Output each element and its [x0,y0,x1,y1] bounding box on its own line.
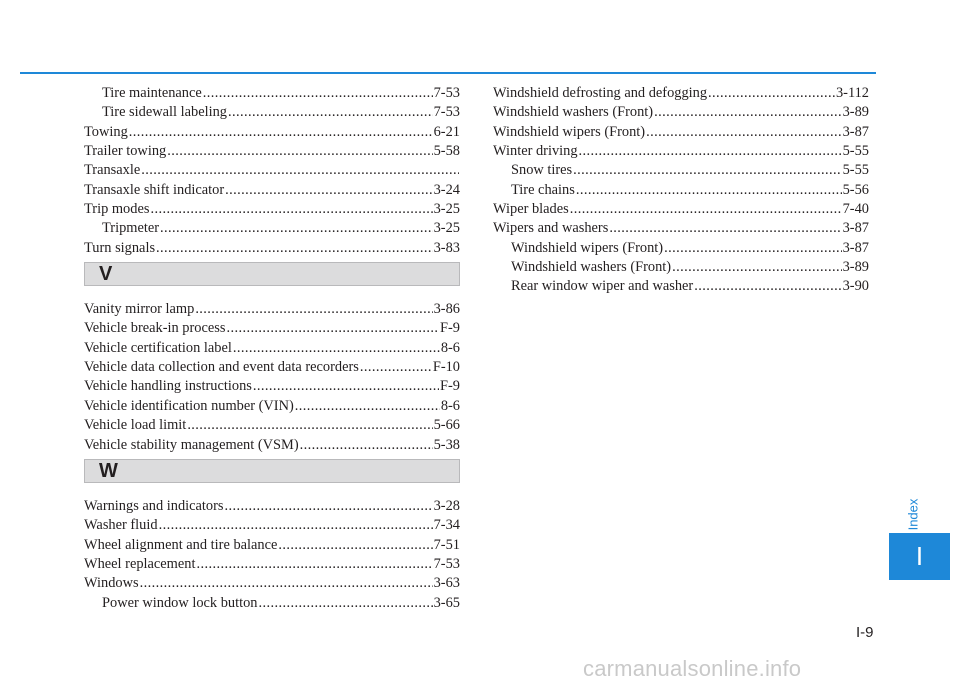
dot-leader [156,239,433,258]
dot-leader [140,574,433,593]
w-entries-list [84,497,460,613]
entry-title: Warnings and indicators [84,497,225,516]
entry-title: Windshield washers (Front) [493,103,654,122]
dot-leader [253,377,439,396]
entry-title: Trailer towing [84,142,167,161]
dot-leader [360,358,432,377]
index-entry [493,277,869,296]
index-entry [84,219,460,238]
entry-page: 3-87 [842,219,869,238]
entry-page: 5-55 [842,142,869,161]
entry-page: 3-87 [842,239,869,258]
entry-page: 3-83 [433,239,460,258]
index-entry [84,239,460,258]
index-entry [493,258,869,277]
entry-title: Windshield wipers (Front) [493,123,646,142]
index-entry [84,594,460,613]
section-tab [889,533,950,580]
entry-page: 5-56 [842,181,869,200]
entry-title: Snow tires [511,161,573,180]
dot-leader [226,319,439,338]
letter-header-v [84,262,460,286]
index-entry [84,436,460,455]
index-entry [493,103,869,122]
entry-page: 3-28 [433,497,460,516]
entry-title: Wheel replacement [84,555,196,574]
entry-page: F-9 [439,319,460,338]
dot-leader [225,497,433,516]
entry-page [459,161,460,180]
index-entry [493,200,869,219]
index-entry [84,358,460,377]
entry-page: 3-89 [842,103,869,122]
entry-title: Trip modes [84,200,150,219]
dot-leader [160,219,433,238]
entry-page: 3-112 [835,84,869,103]
entry-page: 3-87 [842,123,869,142]
entry-page: 8-6 [440,339,460,358]
entry-title: Winter driving [493,142,579,161]
index-entry [84,555,460,574]
dot-leader [576,181,842,200]
dot-leader [187,416,432,435]
index-entry [84,339,460,358]
section-tab-letter: I [915,541,924,571]
entry-title: Windshield defrosting and defogging [493,84,708,103]
entry-page: F-10 [432,358,460,377]
dot-leader [129,123,433,142]
index-entry [84,574,460,593]
index-entry [84,516,460,535]
dot-leader [167,142,432,161]
entry-title: Windshield washers (Front) [511,258,672,277]
entry-title: Wipers and washers [493,219,609,238]
entry-page: 3-24 [433,181,460,200]
section-label-text: Index [905,498,921,531]
entry-page: 3-65 [433,594,460,613]
dot-leader [708,84,835,103]
entry-title: Transaxle shift indicator [84,181,225,200]
dot-leader [159,516,433,535]
entry-page: 6-21 [433,123,460,142]
entry-title: Towing [84,123,129,142]
dot-leader [195,300,432,319]
entry-page: 3-25 [433,219,460,238]
entry-page: 3-89 [842,258,869,277]
entry-page: F-9 [439,377,460,396]
index-entry [493,239,869,258]
letter-w: W [99,459,118,482]
dot-leader [570,200,842,219]
index-entry [493,161,869,180]
index-entry [493,84,869,103]
dot-leader [300,436,433,455]
right-entries-list [493,84,869,297]
entry-page: 5-58 [433,142,460,161]
index-entry [84,123,460,142]
entry-page: 8-6 [440,397,460,416]
entry-title: Vehicle certification label [84,339,233,358]
entry-title: Power window lock button [102,594,259,613]
entry-title: Wiper blades [493,200,570,219]
entry-title: Washer fluid [84,516,159,535]
dot-leader [609,219,841,238]
v-entries-list [84,300,460,455]
entry-title: Tripmeter [102,219,160,238]
dot-leader [150,200,432,219]
entry-page: 7-53 [433,103,460,122]
dot-leader [203,84,433,103]
entry-title: Vehicle data collection and event data recorders [84,358,360,377]
dot-leader [295,397,440,416]
dot-leader [233,339,440,358]
letter-header-w [84,459,460,483]
entry-title: Vehicle handling instructions [84,377,253,396]
entry-page: 5-38 [433,436,460,455]
index-entry [84,181,460,200]
index-entry [84,536,460,555]
index-entry [84,161,460,180]
index-column-left [84,84,460,613]
dot-leader [278,536,432,555]
dot-leader [672,258,842,277]
index-entry [84,103,460,122]
dot-leader [225,181,432,200]
index-entry [493,219,869,238]
index-entry [84,319,460,338]
entry-page: 3-63 [433,574,460,593]
entry-title: Tire chains [511,181,576,200]
index-entry [84,377,460,396]
dot-leader [694,277,841,296]
entry-page: 7-40 [842,200,869,219]
entry-title: Tire maintenance [102,84,203,103]
index-entry [84,300,460,319]
entry-page: 3-86 [433,300,460,319]
entry-title: Tire sidewall labeling [102,103,228,122]
dot-leader [664,239,842,258]
entry-page: 3-25 [433,200,460,219]
entry-title: Vehicle break-in process [84,319,226,338]
entry-title: Windows [84,574,140,593]
index-entry [493,142,869,161]
entry-page: 5-66 [433,416,460,435]
entry-title: Transaxle [84,161,141,180]
index-entry [84,84,460,103]
dot-leader [573,161,841,180]
index-entry [84,416,460,435]
entry-title: Windshield wipers (Front) [511,239,664,258]
dot-leader [654,103,842,122]
index-column-right [493,84,869,297]
watermark: carmanualsonline.info [583,656,802,681]
index-entry [84,397,460,416]
dot-leader [579,142,842,161]
entry-page: 7-53 [433,555,460,574]
dot-leader [228,103,433,122]
index-entry [84,497,460,516]
index-entry [84,200,460,219]
index-entry [493,123,869,142]
entry-page: 3-90 [842,277,869,296]
dot-leader [646,123,842,142]
t-entries-list [84,84,460,258]
entry-page: 5-55 [842,161,869,180]
index-entry [84,142,460,161]
entry-page: 7-51 [433,536,460,555]
entry-title: Turn signals [84,239,156,258]
letter-v: V [99,263,113,286]
entry-title: Vehicle identification number (VIN) [84,397,295,416]
dot-leader [196,555,432,574]
entry-title: Wheel alignment and tire balance [84,536,278,555]
page-number: I-9 [856,624,874,641]
entry-page: 7-53 [433,84,460,103]
dot-leader [259,594,433,613]
top-rule [20,72,876,74]
entry-title: Rear window wiper and washer [511,277,694,296]
dot-leader [141,161,459,180]
entry-title: Vehicle load limit [84,416,187,435]
entry-page: 7-34 [433,516,460,535]
index-entry [493,181,869,200]
entry-title: Vehicle stability management (VSM) [84,436,300,455]
entry-title: Vanity mirror lamp [84,300,195,319]
